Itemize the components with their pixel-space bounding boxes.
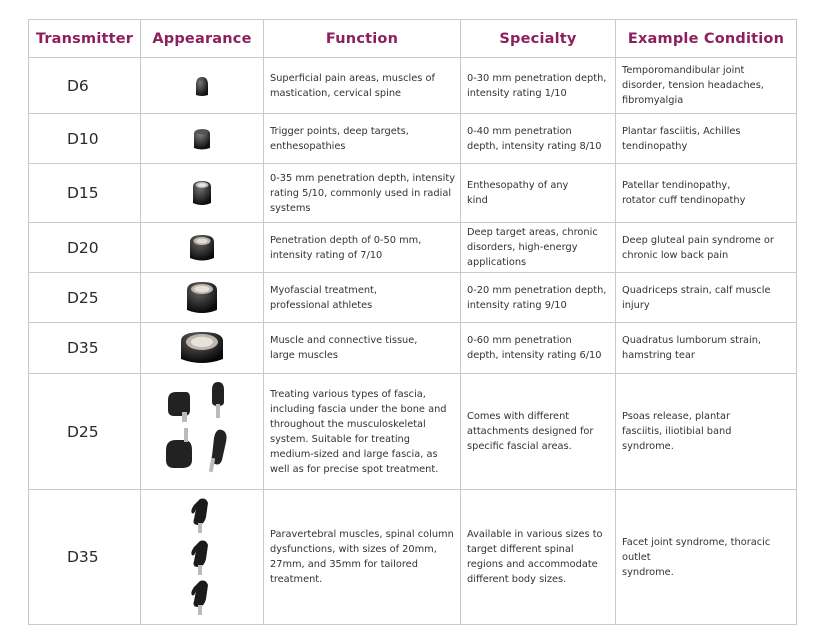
condition-text: Quadriceps strain, calf muscle injury — [622, 284, 771, 311]
appearance-cell — [141, 223, 264, 273]
condition-text: Temporomandibular joint disorder, tension headaches, fibromyalgia — [622, 65, 764, 106]
function-text: Treating various types of fascia, including fascia under the bone and throughout the musculoskeletal system. Suitable for treating medium-sized and large fascia, as well as for precise spot treatment. — [270, 388, 447, 475]
condition-text: Facet joint syndrome, thoracic outlet syndrome. — [622, 536, 771, 578]
extra-large-round-transmitter-head-icon — [178, 328, 226, 368]
transmitter-cell: D35 — [29, 323, 141, 374]
appearance-cell — [141, 114, 264, 164]
condition-text: Quadratus lumborum strain, hamstring tear — [622, 335, 762, 361]
specialty-text: Enthesopathy of any kind — [467, 180, 569, 206]
transmitter-cell: D25 — [29, 374, 141, 490]
specialty-text: 0-20 mm penetration depth, intensity rating 9/10 — [467, 284, 607, 311]
table-row — [29, 490, 797, 625]
small-cylinder-transmitter-head-icon — [191, 126, 213, 152]
table-row — [29, 223, 797, 273]
appearance-cell — [141, 490, 264, 625]
appearance-cell — [141, 164, 264, 223]
header-function: Function — [264, 20, 461, 58]
table-row — [29, 323, 797, 374]
table-row — [29, 164, 797, 223]
header-condition: Example Condition — [616, 20, 797, 58]
appearance-cell — [141, 58, 264, 114]
transmitter-cell: D10 — [29, 114, 141, 164]
condition-text: Psoas release, plantar fasciitis, iliotibial band syndrome. — [622, 411, 732, 452]
function-text: Trigger points, deep targets, enthesopathies — [270, 125, 409, 152]
transmitter-cell: D25 — [29, 273, 141, 323]
transmitter-comparison-table — [28, 19, 797, 625]
specialty-text: Available in various sizes to target different spinal regions and accommodate different body sizes. — [467, 529, 603, 585]
transmitter-cell: D6 — [29, 58, 141, 114]
transmitter-cell: D15 — [29, 164, 141, 223]
condition-text: Patellar tendinopathy, rotator cuff tendinopathy — [622, 180, 746, 206]
header-appearance: Appearance — [141, 20, 264, 58]
transmitter-cell: D35 — [29, 490, 141, 625]
appearance-cell — [141, 323, 264, 374]
function-text: 0-35 mm penetration depth, intensity rating 5/10, commonly used in radial systems — [270, 172, 456, 214]
specialty-text: 0-30 mm penetration depth, intensity rating 1/10 — [467, 72, 607, 99]
function-text: Penetration depth of 0-50 mm, intensity rating of 7/10 — [270, 234, 422, 261]
condition-text: Plantar fasciitis, Achilles tendinopathy — [622, 125, 741, 152]
specialty-text: Comes with different attachments designed for specific fascial areas. — [467, 411, 594, 452]
function-text: Superficial pain areas, muscles of mastication, cervical spine — [270, 72, 435, 99]
header-transmitter: Transmitter — [29, 20, 141, 58]
header-specialty: Specialty — [461, 20, 616, 58]
specialty-text: 0-60 mm penetration depth, intensity rating 6/10 — [467, 335, 602, 361]
condition-text: Deep gluteal pain syndrome or chronic low back pain — [622, 234, 774, 261]
large-round-transmitter-head-icon — [184, 279, 220, 317]
header-row — [29, 20, 797, 58]
function-text: Muscle and connective tissue, large muscles — [270, 335, 418, 361]
specialty-text: Deep target areas, chronic disorders, high-energy applications — [467, 227, 598, 268]
specialty-text: 0-40 mm penetration depth, intensity rating 8/10 — [467, 125, 602, 152]
appearance-cell — [141, 374, 264, 490]
function-text: Myofascial treatment, professional athletes — [270, 284, 378, 311]
small-dome-transmitter-head-icon — [192, 74, 212, 98]
spinal-fork-attachments-icon — [182, 495, 222, 619]
medium-round-transmitter-head-icon — [187, 232, 217, 264]
table-row — [29, 273, 797, 323]
table-row — [29, 58, 797, 114]
transmitter-cell: D20 — [29, 223, 141, 273]
function-text: Paravertebral muscles, spinal column dysfunctions, with sizes of 20mm, 27mm, and 35mm for tailored treatment. — [270, 529, 454, 585]
appearance-cell — [141, 273, 264, 323]
table-row — [29, 114, 797, 164]
medium-cylinder-transmitter-head-icon — [190, 178, 214, 208]
fascia-attachments-set-icon — [162, 380, 242, 484]
table-row — [29, 374, 797, 490]
